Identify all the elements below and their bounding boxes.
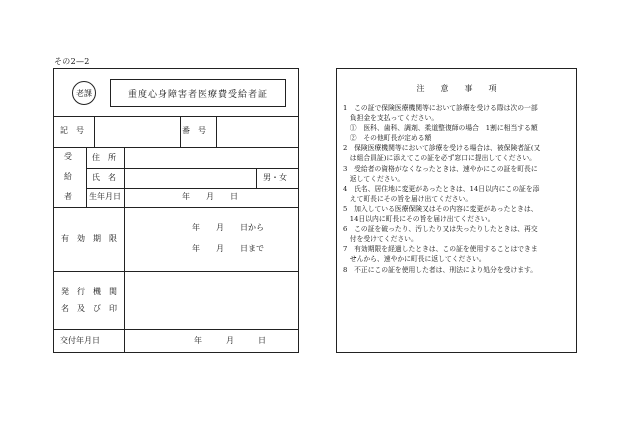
sex-options: 男・女 <box>263 173 287 182</box>
rule-sex <box>256 168 257 188</box>
issuer-label-line1: 発 行 機 関 <box>61 287 117 296</box>
note-line: 5 加入している医療保険又はその内容に変更があったときは、 <box>343 204 538 213</box>
note-line: せんから、速やかに町長に返してください。 <box>343 255 486 264</box>
rule-address <box>86 168 298 169</box>
note-line: 負担金を支払ってください。 <box>343 114 439 123</box>
birthdate-value: 年 月 日 <box>182 192 238 201</box>
note-line: 8 不正にこの証を使用した者は、刑法により処分を受けます。 <box>343 265 538 274</box>
rule-recipient <box>86 147 87 207</box>
symbol-label: 記 号 <box>60 126 84 135</box>
rule-number-left <box>180 116 181 147</box>
rule-number-right <box>216 116 217 147</box>
validity-label: 有 効 期 限 <box>61 234 117 243</box>
name-label: 氏 名 <box>92 173 116 182</box>
certificate-title: 重度心身障害者医療費受給者証 <box>110 79 286 107</box>
note-line: 7 有効期限を経過したときは、この証を使用することはできま <box>343 245 538 254</box>
issue-date-value: 年 月 日 <box>194 336 266 345</box>
rule-birthdate <box>54 207 298 208</box>
note-line: 付を受けてください。 <box>343 235 418 244</box>
valid-until: 年 月 日まで <box>192 244 264 253</box>
note-line: 4 氏名、居住地に変更があったときは、14日以内にこの証を添 <box>343 184 540 193</box>
notes-title: 注 意 事 項 <box>416 84 497 93</box>
form-code: その2—2 <box>54 57 90 66</box>
note-line: 返してください。 <box>343 174 405 183</box>
rule-symbol <box>54 147 298 148</box>
certificate-card <box>53 68 299 353</box>
recipient-label-3: 者 <box>64 192 72 201</box>
recipient-label-1: 受 <box>64 152 72 161</box>
rule-symbol-divider <box>94 116 95 147</box>
rule-fields <box>124 147 125 207</box>
note-line: えて町長にその旨を届け出てください。 <box>343 194 473 203</box>
note-line: ② その他町長が定める額 <box>343 134 432 143</box>
recipient-label-2: 給 <box>64 172 72 181</box>
address-label: 住 所 <box>92 153 116 162</box>
rule-name <box>86 188 298 189</box>
notes-list <box>343 103 573 275</box>
issue-date-label: 交付年月日 <box>60 336 100 345</box>
department-badge: 老課 <box>72 81 96 105</box>
valid-from: 年 月 日から <box>192 223 264 232</box>
note-line: は組合員証)に添えてこの証を必ず窓口に提出してください。 <box>343 154 536 163</box>
rule-label-column <box>124 207 125 329</box>
note-line: 14日以内に町長にその旨を届け出てください。 <box>343 215 495 224</box>
note-line: 1 この証で保険医療機関等において診療を受ける際は次の一部 <box>343 104 538 112</box>
note-line: 3 受給者の資格がなくなったときは、速やかにこの証を町長に <box>343 164 538 173</box>
notes-card <box>336 68 577 353</box>
rule-title <box>54 116 298 117</box>
rule-issuer <box>54 329 298 330</box>
note-line: ① 医科、歯科、調剤、柔道整復師の場合 1割に相当する額 <box>343 124 538 133</box>
note-line: 6 この証を破ったり、汚したり又は失ったりしたときは、再交 <box>343 225 538 234</box>
number-label: 番 号 <box>182 126 206 135</box>
birthdate-label: 生年月日 <box>89 192 121 201</box>
note-line: 2 保険医療機関等において診療を受ける場合は、被保険者証(又 <box>343 144 541 153</box>
rule-issue-date <box>124 329 125 352</box>
rule-validity <box>54 271 298 272</box>
issuer-label-line2: 名 及 び 印 <box>61 304 117 313</box>
